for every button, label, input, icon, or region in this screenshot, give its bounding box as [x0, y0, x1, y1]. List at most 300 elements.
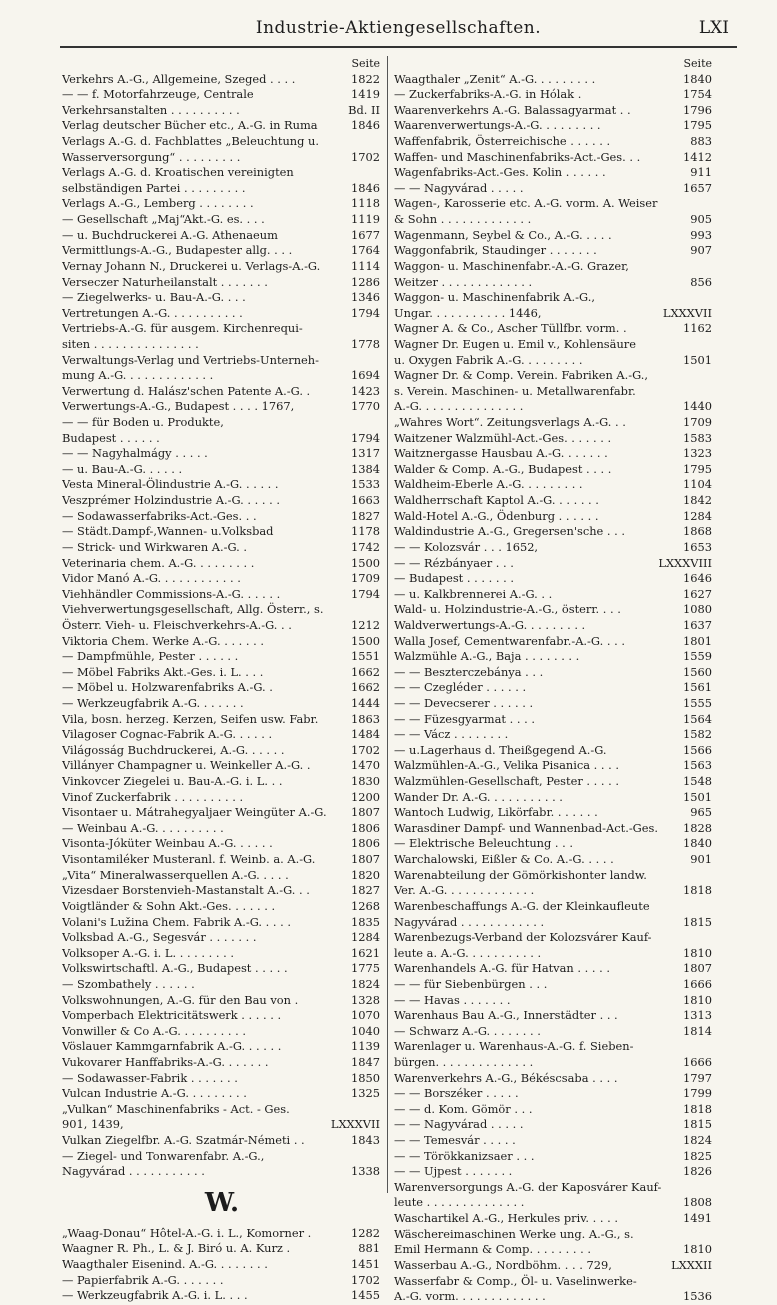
index-entry: [62, 446, 382, 462]
entry-page: 1814: [683, 1023, 712, 1038]
entry-text: „Vulkan“ Maschinenfabriks - Act. - Ges.: [62, 1101, 290, 1116]
seite-label-right: Seite: [683, 57, 712, 70]
entry-page: 1806: [351, 820, 380, 835]
index-entry: [62, 306, 382, 322]
entry-text: Wasserbau A.-G., Nordböhm. . . . 729,: [394, 1257, 612, 1272]
entry-page: 856: [690, 274, 712, 289]
index-entry: [394, 727, 714, 743]
index-entry: [394, 134, 714, 150]
entry-text: Vulkan Ziegelfbr. A.-G. Szatmár-Németi . .: [62, 1133, 305, 1148]
index-entry: [62, 509, 382, 525]
entry-page: 1637: [683, 617, 712, 632]
index-entry: [394, 993, 714, 1009]
entry-text: Vulcan Industrie A.-G. . . . . . . . .: [62, 1086, 247, 1101]
index-entry: [394, 243, 714, 259]
entry-text: 901, 1439,: [62, 1117, 124, 1132]
entry-text: Weitzer . . . . . . . . . . . . .: [394, 274, 533, 289]
index-entry: [394, 1195, 714, 1211]
entry-text: — Möbel Fabriks Akt.-Ges. i. L. . . .: [62, 664, 264, 679]
entry-text: Waarenverkehrs A.-G. Balassagyarmat . .: [394, 102, 631, 117]
entry-text: Világosság Buchdruckerei, A.-G. . . . . .: [62, 742, 285, 757]
index-entry: [62, 1133, 382, 1149]
entry-page: 1742: [351, 539, 380, 554]
left-entries-v: [62, 72, 382, 1180]
index-entry: [62, 1071, 382, 1087]
entry-text: — — Devecserer . . . . . .: [394, 695, 534, 710]
index-entry: [394, 571, 714, 587]
entry-page: 1313: [683, 1008, 712, 1023]
entry-page: 905: [690, 212, 712, 227]
entry-text: — u. Bau-A.-G. . . . . .: [62, 461, 183, 476]
entry-text: Vinof Zuckerfabrik . . . . . . . . . .: [62, 789, 244, 804]
index-entry: [394, 1164, 714, 1180]
index-entry: [62, 1117, 382, 1133]
entry-text: Viehverwertungsgesellschaft, Allg. Österr., s.: [62, 602, 324, 617]
index-entry: [394, 509, 714, 525]
index-entry: [62, 150, 382, 166]
index-entry: [62, 118, 382, 134]
entry-page: 1325: [351, 1086, 380, 1101]
entry-text: siten . . . . . . . . . . . . . . .: [62, 336, 199, 351]
entry-page: 1824: [683, 1133, 712, 1148]
entry-page: 1794: [351, 305, 380, 320]
index-entry: [394, 275, 714, 291]
entry-page: 1533: [351, 477, 380, 492]
entry-text: — Gesellschaft „Maj“Akt.-G. es. . . .: [62, 212, 265, 227]
entry-page: 1338: [351, 1164, 380, 1179]
entry-text: Waldherrschaft Kaptol A.-G. . . . . . .: [394, 493, 599, 508]
entry-page: 1284: [351, 930, 380, 945]
index-entry: [62, 1149, 382, 1165]
index-entry: [62, 1288, 382, 1304]
entry-text: Wald- u. Holzindustrie-A.-G., österr. . . .: [394, 602, 621, 617]
index-entry: [394, 196, 714, 212]
index-entry: [394, 446, 714, 462]
entry-text: Verwertungs-A.-G., Budapest . . . . 1767,: [62, 399, 295, 414]
entry-text: Volkswirtschaftl. A.-G., Budapest . . . . .: [62, 961, 288, 976]
entry-text: Warenlager u. Warenhaus-A.-G. f. Sieben-: [394, 1039, 634, 1054]
entry-page: 1582: [683, 727, 712, 742]
index-entry: [394, 805, 714, 821]
entry-text: — Schwarz A.-G. . . . . . . .: [394, 1023, 541, 1038]
index-entry: [62, 1008, 382, 1024]
entry-text: Österr. Vieh- u. Fleischverkehrs-A.-G. . .: [62, 617, 292, 632]
entry-page: 1566: [683, 742, 712, 757]
entry-text: Verlags A.-G. d. Fachblattes „Beleuchtung u.: [62, 134, 320, 149]
index-entry: [394, 899, 714, 915]
index-entry: [62, 540, 382, 556]
entry-page: 993: [690, 227, 712, 242]
entry-text: — Werkzeugfabrik A.-G. . . . . . .: [62, 695, 244, 710]
index-entry: [394, 946, 714, 962]
index-entry: [62, 571, 382, 587]
index-entry: [394, 103, 714, 119]
index-entry: [394, 930, 714, 946]
entry-text: — Möbel u. Holzwarenfabriks A.-G. .: [62, 680, 273, 695]
entry-text: Vidor Manó A.-G. . . . . . . . . . . .: [62, 571, 241, 586]
entry-text: Wagenfabriks-Act.-Ges. Kolin . . . . . .: [394, 165, 606, 180]
entry-text: Waggonfabrik, Staudinger . . . . . . .: [394, 243, 597, 258]
entry-page: 1080: [683, 602, 712, 617]
index-entry: [62, 337, 382, 353]
entry-page: 1822: [351, 71, 380, 86]
header-rule: [60, 46, 737, 48]
page-title: Industrie-Aktiengesellschaften.: [255, 18, 542, 38]
index-entry: [394, 259, 714, 275]
entry-page: 1807: [351, 852, 380, 867]
entry-text: Ungar. . . . . . . . . . . 1446,: [394, 305, 542, 320]
index-entry: [394, 477, 714, 493]
index-entry: [62, 165, 382, 181]
entry-text: — — Borszéker . . . . .: [394, 1086, 519, 1101]
entry-page: 1810: [683, 992, 712, 1007]
entry-page: 907: [690, 243, 712, 258]
entry-page: 1564: [683, 711, 712, 726]
entry-page: 1178: [351, 524, 380, 539]
entry-text: — Ziegel- und Tonwarenfabr. A.-G.,: [62, 1148, 265, 1163]
index-entry: [62, 618, 382, 634]
entry-page: 1794: [351, 586, 380, 601]
entry-text: Walder & Comp. A.-G., Budapest . . . .: [394, 461, 612, 476]
entry-page: 1070: [351, 1008, 380, 1023]
entry-text: Vonwiller & Co A.-G. . . . . . . . . .: [62, 1023, 246, 1038]
entry-text: Volkswohnungen, A.-G. für den Bau von .: [62, 992, 299, 1007]
entry-page: 1799: [683, 1086, 712, 1101]
entry-page: 1797: [683, 1070, 712, 1085]
entry-text: Waggon- u. Maschinenfabrik A.-G.,: [394, 290, 595, 305]
entry-page: 1830: [351, 774, 380, 789]
index-entry: [62, 821, 382, 837]
entry-text: Wagner A. & Co., Ascher Tüllfbr. vorm. .: [394, 321, 627, 336]
entry-page: 1559: [683, 649, 712, 664]
entry-page: 1621: [351, 945, 380, 960]
entry-page: 1139: [351, 1039, 380, 1054]
entry-text: Warenverkehrs A.-G., Békéscsaba . . . .: [394, 1070, 618, 1085]
entry-page: 1282: [351, 1225, 380, 1240]
index-entry: [394, 1211, 714, 1227]
entry-text: Vomperbach Elektricitätswerk . . . . . .: [62, 1008, 282, 1023]
entry-page: 1840: [683, 836, 712, 851]
entry-text: Wald-Hotel A.-G., Ödenburg . . . . . .: [394, 508, 599, 523]
entry-page: 1657: [683, 180, 712, 195]
entry-page: 1827: [351, 508, 380, 523]
index-entry: [394, 384, 714, 400]
index-entry: [394, 696, 714, 712]
index-entry: [62, 602, 382, 618]
entry-page: 1646: [683, 571, 712, 586]
index-entry: [62, 1164, 382, 1180]
index-entry: [62, 743, 382, 759]
left-column: [62, 56, 382, 1304]
entry-page: 1795: [683, 118, 712, 133]
entry-page: 1560: [683, 664, 712, 679]
entry-page: 1114: [351, 258, 380, 273]
entry-text: & Sohn . . . . . . . . . . . . .: [394, 212, 532, 227]
entry-text: — — Czegléder . . . . . .: [394, 680, 527, 695]
entry-page: 1470: [351, 758, 380, 773]
entry-text: — — f. Motorfahrzeuge, Centrale: [62, 87, 254, 102]
entry-page: 1653: [683, 539, 712, 554]
entry-text: Waagner R. Ph., L. & J. Biró u. A. Kurz .: [62, 1241, 291, 1256]
entry-page: 1778: [351, 336, 380, 351]
entry-text: Verseczer Naturheilanstalt . . . . . . .: [62, 274, 268, 289]
index-entry: [62, 431, 382, 447]
entry-text: Warenversorgungs A.-G. der Kaposvárer Kauf-: [394, 1179, 662, 1194]
page-header: [60, 18, 737, 46]
index-entry: [394, 87, 714, 103]
index-entry: [394, 524, 714, 540]
entry-text: Verlags A.-G., Lemberg . . . . . . . .: [62, 196, 254, 211]
entry-text: — — Kolozsvár . . . 1652,: [394, 539, 539, 554]
index-entry: [394, 1008, 714, 1024]
index-entry: [62, 946, 382, 962]
entry-text: Vizesdaer Borstenvieh-Mastanstalt A.-G. . .: [62, 883, 310, 898]
index-entry: [394, 868, 714, 884]
entry-text: Veterinaria chem. A.-G. . . . . . . . .: [62, 555, 255, 570]
index-entry: [394, 368, 714, 384]
entry-page: 1842: [683, 493, 712, 508]
entry-page: 1212: [351, 617, 380, 632]
index-entry: [394, 602, 714, 618]
entry-text: — Weinbau A.-G. . . . . . . . . .: [62, 820, 224, 835]
index-entry: [62, 1102, 382, 1118]
entry-page: 1284: [683, 508, 712, 523]
index-entry: [62, 774, 382, 790]
entry-page: 1796: [683, 102, 712, 117]
entry-page: 911: [690, 165, 712, 180]
index-entry: [62, 977, 382, 993]
entry-page: 1818: [683, 1101, 712, 1116]
entry-page: 1423: [351, 383, 380, 398]
index-entry: [62, 930, 382, 946]
index-entry: [62, 712, 382, 728]
entry-text: Veszprémer Holzindustrie A.-G. . . . . .: [62, 493, 280, 508]
entry-page: 1826: [683, 1164, 712, 1179]
entry-text: Villányer Champagner u. Weinkeller A.-G. .: [62, 758, 311, 773]
index-entry: [62, 477, 382, 493]
index-entry: [394, 212, 714, 228]
index-entry: [394, 556, 714, 572]
entry-text: — Werkzeugfabrik A.-G. i. L. . . .: [62, 1288, 248, 1303]
index-entry: [394, 1086, 714, 1102]
entry-page: 1119: [351, 212, 380, 227]
entry-text: Wasserfabr & Comp., Öl- u. Vaselinwerke-: [394, 1273, 637, 1288]
entry-page: 1561: [683, 680, 712, 695]
entry-text: Warenbeschaffungs A.-G. der Kleinkaufleute: [394, 898, 650, 913]
entry-page: 1868: [683, 524, 712, 539]
entry-text: Volksbad A.-G., Segesvár . . . . . . .: [62, 930, 257, 945]
index-entry: [394, 462, 714, 478]
entry-text: Wasserversorgung“ . . . . . . . . .: [62, 149, 241, 164]
index-entry: [62, 758, 382, 774]
entry-text: Wagen-, Karosserie etc. A.-G. vorm. A. Weiser: [394, 196, 658, 211]
index-entry: [62, 243, 382, 259]
index-entry: [394, 743, 714, 759]
entry-text: Visontaer u. Mátrahegyaljaer Weingüter A.-G.: [62, 805, 327, 820]
entry-page: 1104: [683, 477, 712, 492]
index-entry: [62, 961, 382, 977]
entry-page: 1764: [351, 243, 380, 258]
entry-page: 1162: [683, 321, 712, 336]
entry-page: 1846: [351, 180, 380, 195]
entry-text: Verkehrsanstalten . . . . . . . . . .: [62, 102, 240, 117]
index-entry: [62, 462, 382, 478]
entry-page: 1677: [351, 227, 380, 242]
entry-text: — Sodawasser-Fabrik . . . . . . .: [62, 1070, 238, 1085]
index-entry: [394, 1024, 714, 1040]
index-entry: [62, 790, 382, 806]
seite-label-left: Seite: [351, 57, 380, 70]
entry-text: Waarenverwertungs-A.-G. . . . . . . . .: [394, 118, 601, 133]
index-entry: [62, 134, 382, 150]
entry-page: 1807: [351, 805, 380, 820]
entry-text: s. Verein. Maschinen- u. Metallwarenfabr.: [394, 383, 636, 398]
index-entry: [62, 1241, 382, 1257]
entry-text: Wagner Dr. & Comp. Verein. Fabriken A.-G.,: [394, 368, 649, 383]
entry-page: 1801: [683, 633, 712, 648]
entry-text: Wagner Dr. Eugen u. Emil v., Kohlensäure: [394, 336, 636, 351]
entry-page: 1419: [351, 87, 380, 102]
index-entry: [394, 1242, 714, 1258]
index-entry: [62, 415, 382, 431]
entry-text: Viehhändler Commissions-A.-G. . . . . .: [62, 586, 281, 601]
entry-text: — — Temesvár . . . . .: [394, 1133, 516, 1148]
index-entry: [394, 961, 714, 977]
entry-text: Waschartikel A.-G., Herkules priv. . . . .: [394, 1211, 618, 1226]
entry-page: 1666: [683, 976, 712, 991]
entry-text: Budapest . . . . . .: [62, 430, 160, 445]
entry-text: Voigtländer & Sohn Akt.-Ges. . . . . . .: [62, 898, 276, 913]
entry-page: 1810: [683, 945, 712, 960]
entry-text: — Strick- und Wirkwaren A.-G. .: [62, 539, 248, 554]
index-entry: [62, 665, 382, 681]
entry-page: 883: [690, 134, 712, 149]
entry-page: 1317: [351, 446, 380, 461]
entry-text: Verlag deutscher Bücher etc., A.-G. in Ruma: [62, 118, 318, 133]
index-entry: [62, 868, 382, 884]
entry-text: A.-G. . . . . . . . . . . . . . .: [394, 399, 524, 414]
entry-text: — Zuckerfabriks-A.-G. in Hólak .: [394, 87, 582, 102]
entry-text: mung A.-G. . . . . . . . . . . . .: [62, 368, 214, 383]
entry-text: Nagyvárad . . . . . . . . . . .: [62, 1164, 205, 1179]
entry-page: LXXXVII: [330, 1117, 380, 1132]
entry-text: Warchalowski, Eißler & Co. A.-G. . . . .: [394, 852, 614, 867]
index-entry: [394, 1274, 714, 1290]
entry-page: 1536: [683, 1289, 712, 1304]
entry-page: 1818: [683, 883, 712, 898]
entry-text: — — d. Kom. Gömör . . .: [394, 1101, 533, 1116]
entry-page: 1808: [683, 1195, 712, 1210]
entry-text: Waggon- u. Maschinenfabr.-A.-G. Grazer,: [394, 258, 629, 273]
index-entry: [394, 1055, 714, 1071]
entry-page: 1323: [683, 446, 712, 461]
entry-text: Waffen- und Maschinenfabriks-Act.-Ges. . .: [394, 149, 641, 164]
index-entry: [394, 758, 714, 774]
index-entry: [62, 103, 382, 119]
index-entry: [62, 524, 382, 540]
entry-page: 1627: [683, 586, 712, 601]
entry-page: 1500: [351, 555, 380, 570]
entry-page: 1820: [351, 867, 380, 882]
index-entry: [62, 727, 382, 743]
index-entry: [394, 649, 714, 665]
entry-text: — — für Siebenbürgen . . .: [394, 976, 548, 991]
index-entry: [62, 275, 382, 291]
entry-text: leute a. A.-G. . . . . . . . . . .: [394, 945, 542, 960]
entry-page: 1563: [683, 758, 712, 773]
index-entry: [62, 1055, 382, 1071]
index-entry: [394, 1289, 714, 1305]
entry-text: Vermittlungs-A.-G., Budapester allg. . . .: [62, 243, 293, 258]
entry-page: 1828: [683, 820, 712, 835]
entry-text: — — Nagyvárad . . . . .: [394, 1117, 524, 1132]
entry-page: 1694: [351, 368, 380, 383]
index-entry: [62, 993, 382, 1009]
index-entry: [62, 1226, 382, 1242]
entry-page: 1847: [351, 1055, 380, 1069]
index-entry: [394, 977, 714, 993]
entry-text: — u. Kalkbrennerei A.-G. . .: [394, 586, 553, 601]
entry-text: — Papierfabrik A.-G. . . . . . .: [62, 1272, 224, 1287]
index-entry: [62, 259, 382, 275]
index-entry: [394, 290, 714, 306]
index-entry: [394, 181, 714, 197]
entry-page: 1384: [351, 461, 380, 476]
entry-page: 1491: [683, 1211, 712, 1226]
entry-text: — u.Lagerhaus d. Theißgegend A.-G.: [394, 742, 607, 757]
entry-text: Waldindustrie A.-G., Gregersen'sche . . .: [394, 524, 626, 539]
entry-page: 1824: [351, 976, 380, 991]
index-entry: [394, 431, 714, 447]
entry-text: — Städt.Dampf-,Wannen- u.Volksbad: [62, 524, 274, 539]
index-entry: [62, 1039, 382, 1055]
entry-text: Vöslauer Kammgarnfabrik A.-G. . . . . .: [62, 1039, 282, 1054]
index-entry: [394, 1071, 714, 1087]
entry-text: Vertriebs-A.-G. für ausgem. Kirchenrequi-: [62, 321, 303, 336]
entry-page: 1501: [683, 789, 712, 804]
entry-page: 1040: [351, 1023, 380, 1038]
entry-page: 1662: [351, 680, 380, 695]
index-entry: [394, 353, 714, 369]
entry-text: u. Oxygen Fabrik A.-G. . . . . . . . .: [394, 352, 583, 367]
index-entry: [394, 1258, 714, 1274]
entry-page: 1775: [351, 961, 380, 976]
entry-page: 1286: [351, 274, 380, 289]
index-entry: [394, 915, 714, 931]
index-entry: [62, 353, 382, 369]
entry-text: leute . . . . . . . . . . . . . .: [394, 1195, 525, 1210]
entry-text: Walzmühle A.-G., Baja . . . . . . . .: [394, 649, 580, 664]
index-entry: [394, 665, 714, 681]
entry-text: Verwertung d. Halász'schen Patente A.-G. .: [62, 383, 311, 398]
entry-page: LXXXVII: [662, 305, 712, 320]
entry-text: — — Havas . . . . . . .: [394, 992, 511, 1007]
index-entry: [62, 321, 382, 337]
index-entry: [394, 165, 714, 181]
entry-text: — u. Buchdruckerei A.-G. Athenaeum: [62, 227, 278, 242]
index-entry: [62, 212, 382, 228]
entry-text: Ver. A.-G. . . . . . . . . . . . .: [394, 883, 535, 898]
entry-page: 1815: [683, 1117, 712, 1132]
entry-text: Vernay Johann N., Druckerei u. Verlags-A.-G.: [62, 258, 321, 273]
entry-page: 1846: [351, 118, 380, 133]
entry-page: LXXXII: [671, 1257, 712, 1272]
index-entry: [394, 399, 714, 415]
entry-text: A.-G. vorm. . . . . . . . . . . . .: [394, 1289, 546, 1304]
index-entry: [62, 72, 382, 88]
entry-page: 1702: [351, 742, 380, 757]
page-number: LXI: [698, 18, 729, 38]
